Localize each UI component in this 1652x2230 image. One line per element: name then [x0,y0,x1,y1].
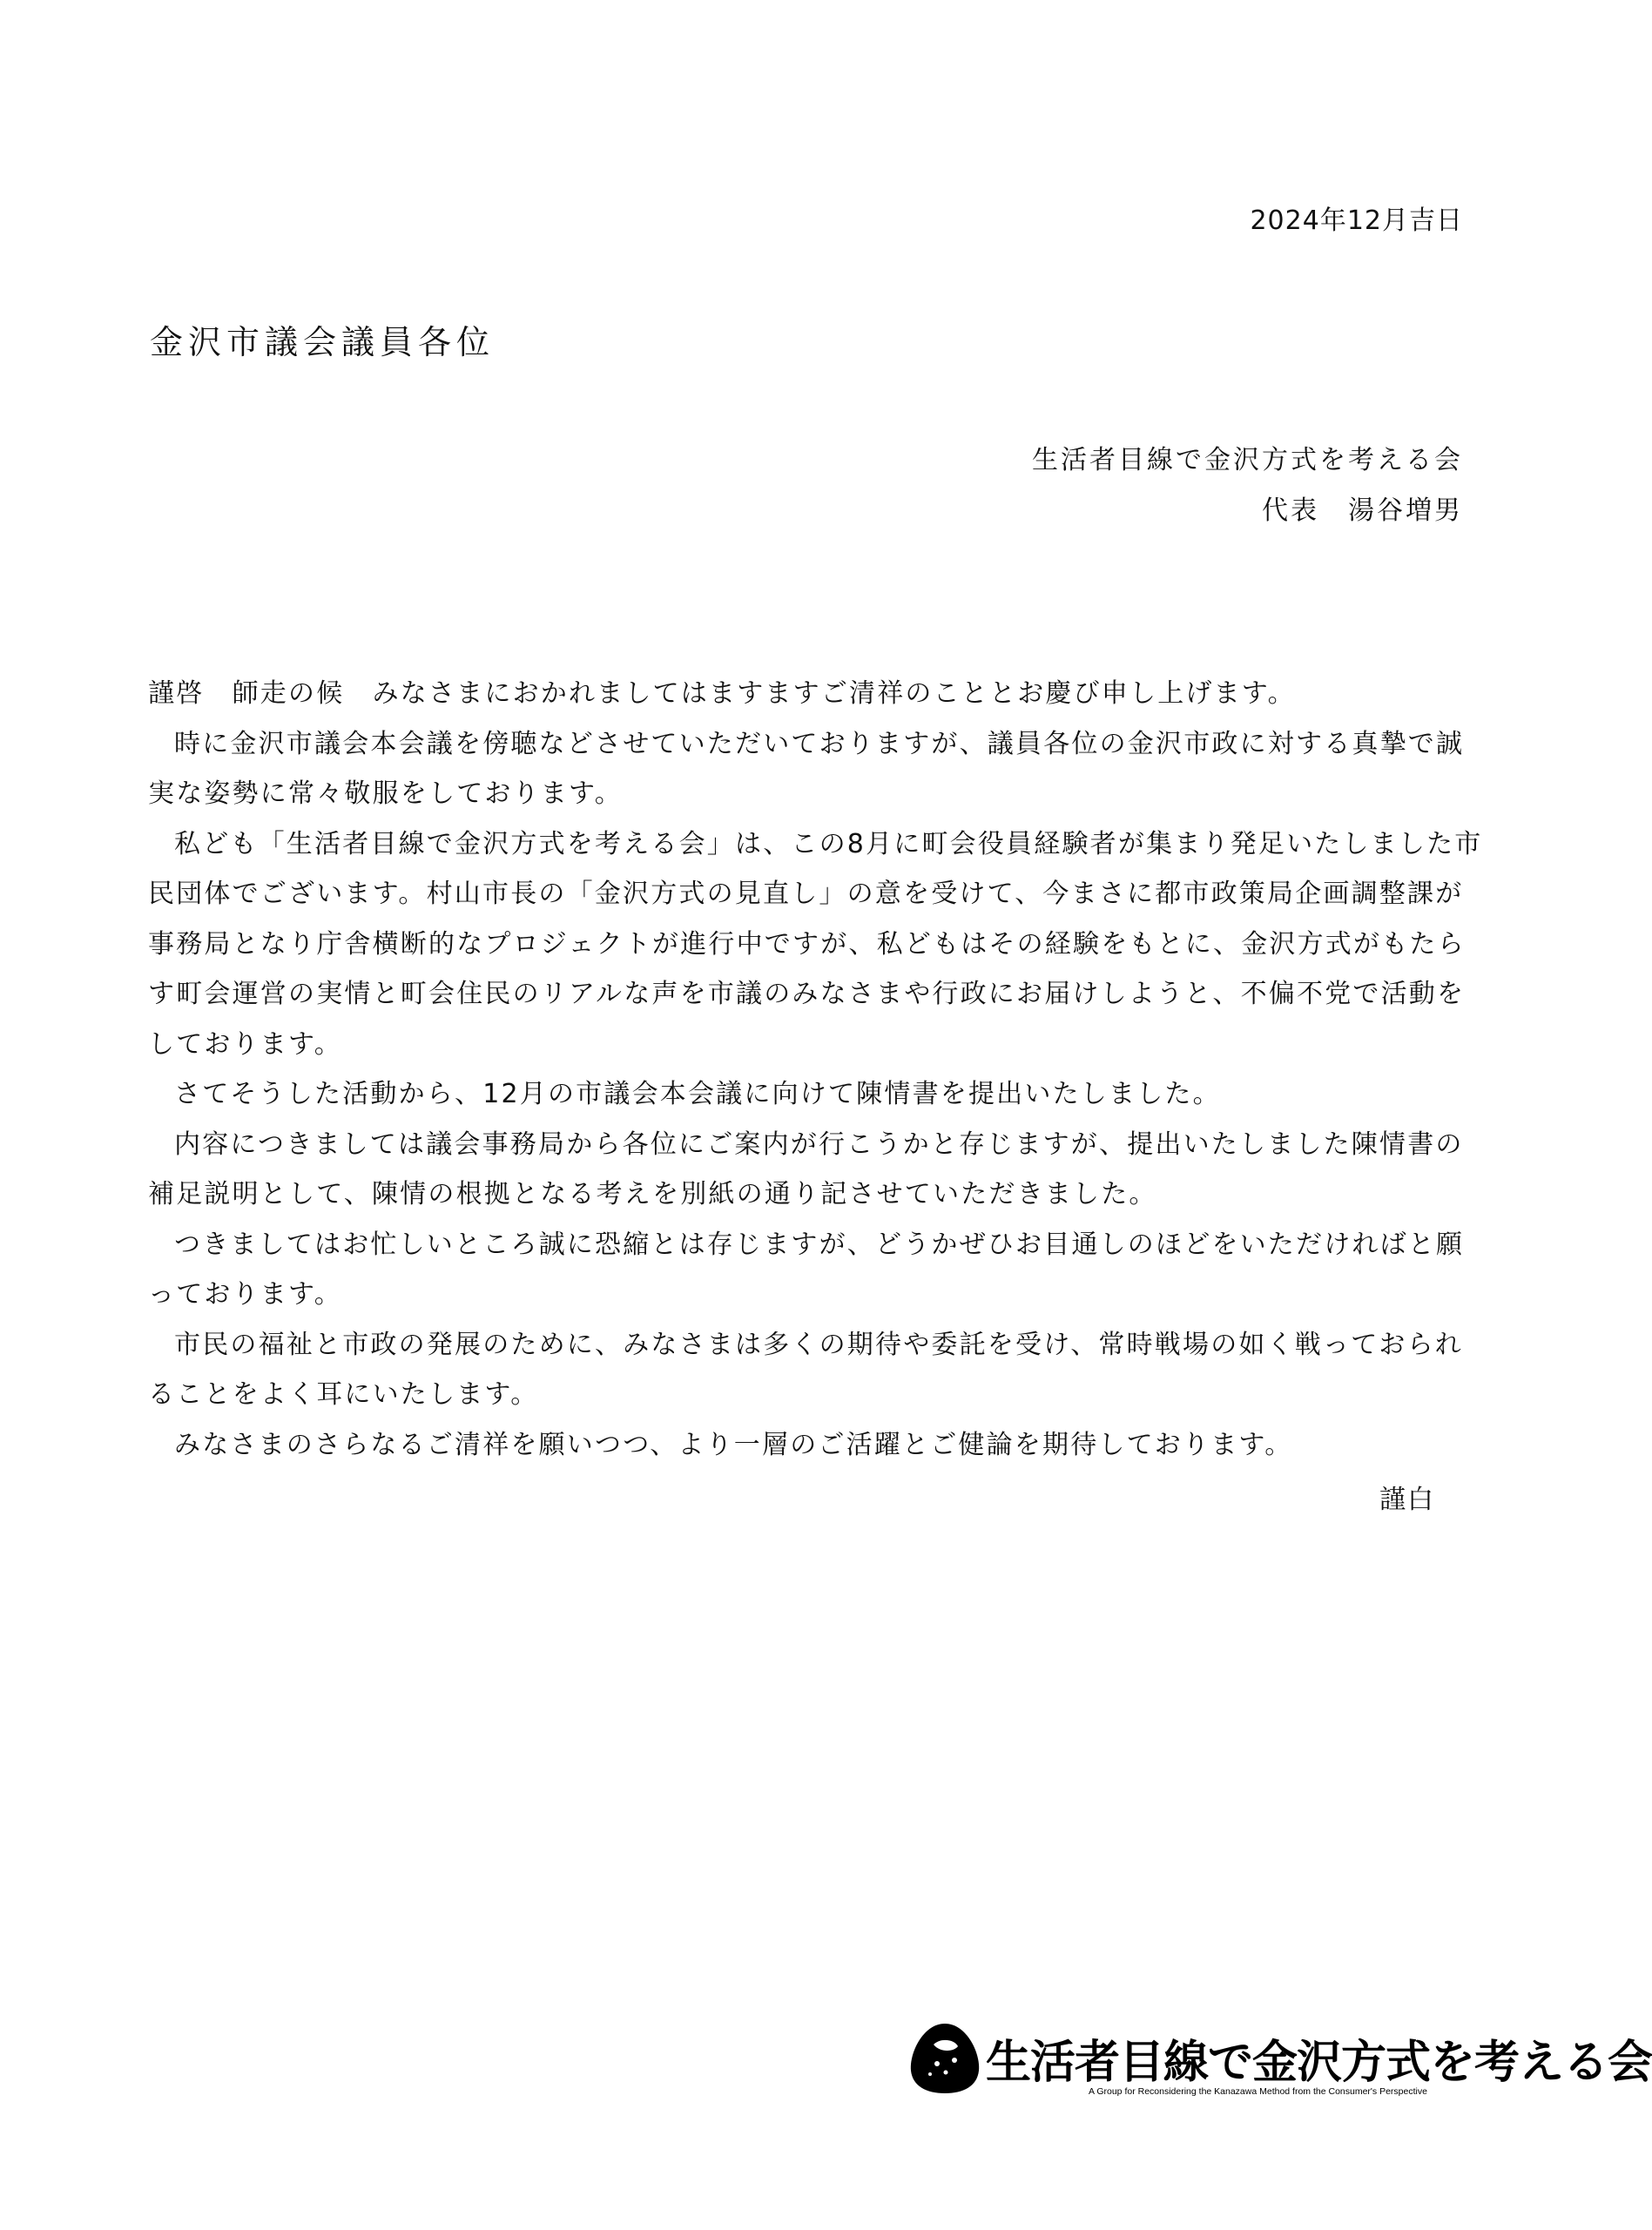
organization-logo [906,2018,1652,2097]
body-paragraph: 市民の福祉と市政の発展のために、みなさまは多くの期待や委託を受け、常時戦場の如く戦っておられることをよく耳にいたします。 [148,1329,1463,1410]
greeting-paragraph: 謹啓 師走の候 みなさまにおかれましてはますますご清祥のこととお慶び申し上げます。 [148,678,1296,709]
sender-organization: 生活者目線で金沢方式を考える会 [1032,445,1463,475]
rice-ball-icon [906,2018,984,2097]
letter-body [148,669,1489,1470]
logo-subtitle: A Group for Reconsidering the Kanazawa Method from the Consumer's Perspective [1089,2086,1427,2097]
body-paragraph: みなさまのさらなるご清祥を願いつつ、より一層のご活躍とご健論を期待しております。 [174,1429,1293,1460]
body-paragraph: つきましてはお忙しいところ誠に恐縮とは存じますが、どうかぜひお目通しのほどをいただければと願っております。 [148,1229,1465,1310]
logo-name: 生活者目線で金沢方式を考える会 [986,2037,1652,2089]
addressee: 金沢市議会議員各位 [150,323,496,361]
body-paragraph: さてそうした活動から、12月の市議会本会議に向けて陳情書を提出いたしました。 [174,1079,1221,1109]
body-paragraph: 時に金沢市議会本会議を傍聴などさせていただいておりますが、議員各位の金沢市政に対する真摯で誠実な姿勢に常々敬服をしております。 [148,728,1465,809]
body-paragraph: 私ども「生活者目線で金沢方式を考える会」は、この8月に町会役員経験者が集まり発足いたしました市民団体でございます。村山市長の「金沢方式の見直し」の意を受けて、今まさに都市政策局企画調整課が事務局となり庁舎横断的なプロジェクトが進行中ですが、私どもはその経験をもとに、金沢方式がもたらす町会運営の実情と町会住民のリアルな声を市議のみなさまや行政にお届けしようと、不偏不党で活動をしております。 [148,828,1483,1060]
sender-representative: 代表 湯谷増男 [1262,495,1463,526]
body-paragraph: 内容につきましては議会事務局から各位にご案内が行こうかと存じますが、提出いたしました陳情書の補足説明として、陳情の根拠となる考えを別紙の通り記させていただきました。 [148,1128,1464,1209]
sender-block [1032,435,1463,536]
closing-remark: 謹白 [1379,1485,1435,1515]
document-date: 2024年12月吉日 [1250,205,1463,236]
